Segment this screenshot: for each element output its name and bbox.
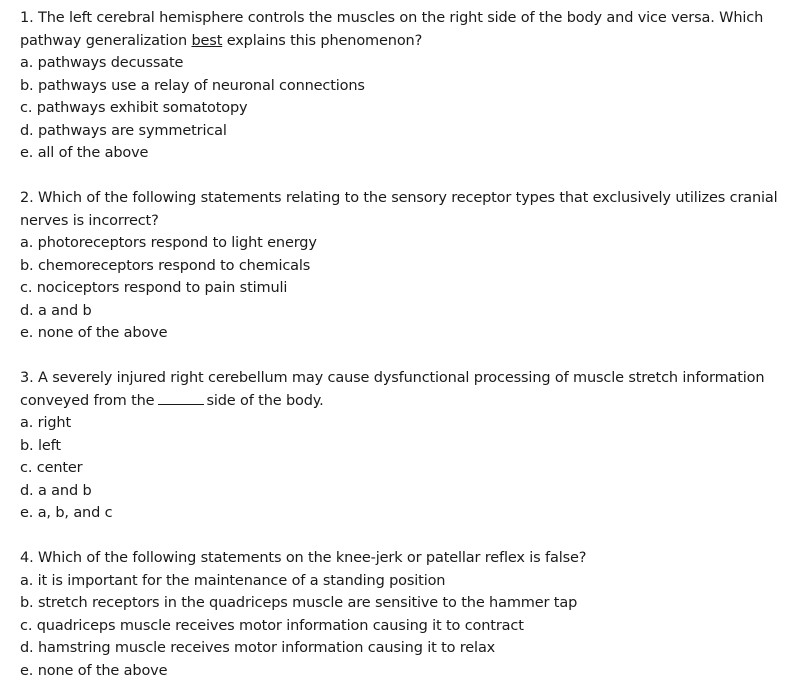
question-2-stem-line-2: nerves is incorrect?: [20, 212, 159, 229]
question-1-stem-line-2: [20, 30, 805, 53]
answer-option: d. hamstring muscle receives motor information causing it to relax: [20, 640, 496, 656]
answer-option: b. left: [20, 437, 61, 454]
answer-option: c. center: [20, 460, 83, 476]
question-3: [20, 367, 805, 525]
emphasized-word: best: [191, 32, 223, 49]
question-1-stem-text-end: explains this phenomenon?: [222, 32, 423, 49]
answer-option: e. none of the above: [20, 325, 168, 341]
question-1-stem-text: pathway generalization: [20, 32, 192, 49]
question-4: [20, 547, 805, 682]
answer-option: b. chemoreceptors respond to chemicals: [20, 257, 311, 274]
answer-option: a. it is important for the maintenance of a standing position: [20, 572, 446, 589]
answer-option: d. pathways are symmetrical: [20, 122, 227, 139]
question-4-stem-line-1: 4. Which of the following statements on the knee-jerk or patellar reflex is false?: [20, 550, 587, 566]
answer-option: a. right: [20, 415, 71, 431]
question-3-stem-line-2: [20, 390, 805, 413]
answer-option: d. a and b: [20, 482, 92, 499]
question-3-stem-line-1: 3. A severely injured right cerebellum may cause dysfunctional processing of muscle stretch information: [20, 370, 765, 386]
question-3-stem-text: conveyed from the: [20, 392, 155, 409]
answer-option: b. pathways use a relay of neuronal connections: [20, 77, 365, 94]
answer-option: a. pathways decussate: [20, 55, 184, 71]
question-1-stem-line-1: 1. The left cerebral hemisphere controls the muscles on the right side of the body and vice versa. Which: [20, 10, 764, 26]
question-2: [20, 187, 805, 345]
answer-option: e. all of the above: [20, 145, 149, 161]
question-1: [20, 7, 805, 165]
answer-option: b. stretch receptors in the quadriceps muscle are sensitive to the hammer tap: [20, 595, 578, 611]
answer-option: e. a, b, and c: [20, 505, 113, 521]
answer-option: d. a and b: [20, 302, 92, 319]
question-3-stem-text-end: side of the body.: [206, 392, 324, 409]
answer-option: c. nociceptors respond to pain stimuli: [20, 280, 288, 296]
answer-option: c. quadriceps muscle receives motor information causing it to contract: [20, 617, 524, 634]
fill-in-blank: [158, 391, 204, 405]
question-2-stem-line-1: 2. Which of the following statements relating to the sensory receptor types that exclusively utilizes cranial: [20, 190, 778, 206]
answer-option: c. pathways exhibit somatotopy: [20, 100, 248, 116]
answer-option: e. none of the above: [20, 662, 168, 679]
answer-option: a. photoreceptors respond to light energy: [20, 235, 317, 251]
